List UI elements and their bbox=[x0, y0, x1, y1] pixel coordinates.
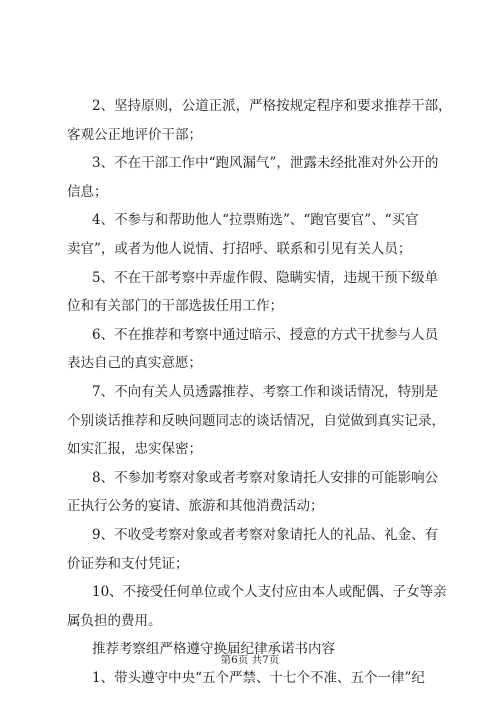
text-line: 价证券和支付凭证； bbox=[67, 555, 189, 572]
text-line: 位和有关部门的干部选拔任用工作； bbox=[67, 298, 283, 315]
paragraph-item-10 bbox=[67, 578, 452, 635]
text-line: 8、不参加考察对象或者考察对象请托人安排的可能影响公 bbox=[92, 469, 439, 486]
paragraph-item-7 bbox=[67, 378, 452, 464]
text-line: 3、不在干部工作中“跑风漏气”，泄露未经批准对外公开的 bbox=[92, 155, 439, 172]
paragraph-item-3 bbox=[67, 149, 452, 206]
paragraph-item-1 bbox=[92, 664, 452, 693]
text-line: 6、不在推荐和考察中通过暗示、授意的方式干扰参与人员 bbox=[92, 326, 439, 343]
text-line: 4、不参与和帮助他人“拉票贿选”、“跑官要官”、“买官 bbox=[92, 212, 419, 229]
text-line: 正执行公务的宴请、旅游和其他消费活动； bbox=[67, 498, 324, 515]
text-line: 5、不在干部考察中弄虚作假、隐瞒实情，违规干预下级单 bbox=[92, 269, 439, 286]
text-line: 7、不向有关人员透露推荐、考察工作和谈话情况，特别是 bbox=[92, 383, 439, 400]
heading-line: 推荐考察组严格遵守换届纪律承诺书内容 bbox=[92, 641, 335, 658]
text-line: 如实汇报，忠实保密； bbox=[67, 441, 202, 458]
page-number-footer: 第6页 共7页 bbox=[220, 654, 280, 666]
document-body bbox=[67, 92, 452, 692]
paragraph-item-4 bbox=[67, 206, 452, 263]
text-line: 个别谈话推荐和反映问题同志的谈话情况，自觉做到真实记录， bbox=[67, 412, 445, 429]
text-line: 1、带头遵守中央“五个严禁、十七个不准、五个一律”纪 bbox=[92, 669, 425, 686]
paragraph-item-5 bbox=[67, 264, 452, 321]
text-line: 10、不接受任何单位或个人支付应由本人或配偶、子女等亲 bbox=[92, 584, 447, 601]
text-line: 9、不收受考察对象或者考察对象请托人的礼品、礼金、有 bbox=[92, 526, 439, 543]
text-line: 客观公正地评价干部； bbox=[67, 126, 202, 143]
text-line: 卖官”，或者为他人说情、打招呼、联系和引见有关人员； bbox=[67, 240, 412, 257]
text-line: 信息； bbox=[67, 183, 108, 200]
text-line: 表达自己的真实意愿； bbox=[67, 355, 202, 372]
text-line: 属负担的费用。 bbox=[67, 612, 162, 629]
text-line: 2、坚持原则，公道正派，严格按规定程序和要求推荐干部， bbox=[92, 98, 452, 114]
paragraph-item-2 bbox=[67, 92, 452, 149]
paragraph-item-9 bbox=[67, 521, 452, 578]
paragraph-item-8 bbox=[67, 464, 452, 521]
paragraph-item-6 bbox=[67, 321, 452, 378]
